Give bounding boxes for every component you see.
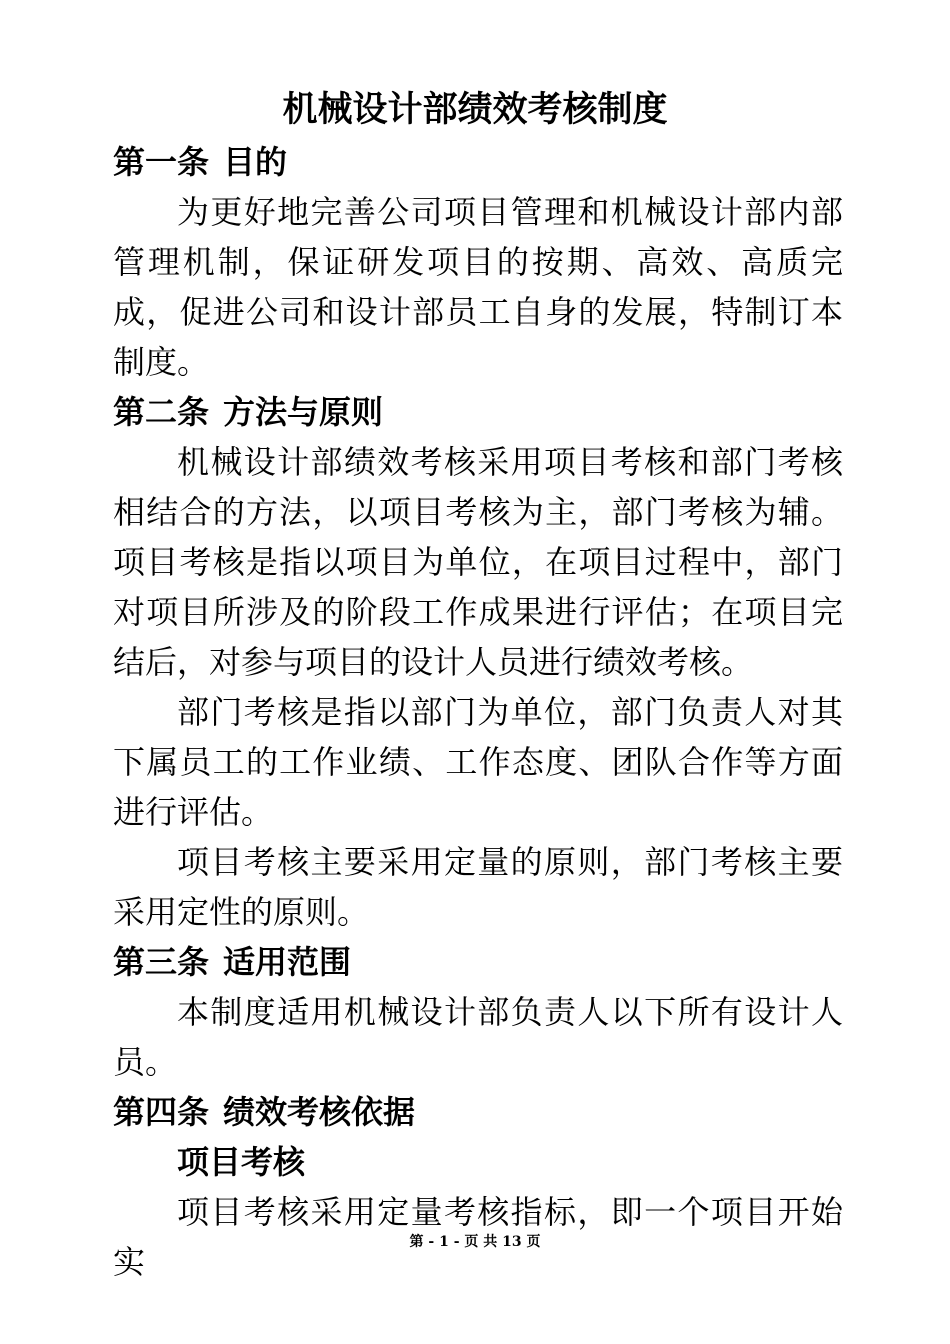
section-heading — [113, 1087, 843, 1137]
paragraph: 为更好地完善公司项目管理和机械设计部内部管理机制，保证研发项目的按期、高效、高质完成，促进公司和设计部员工自身的发展，特制订本制度。 — [113, 193, 843, 381]
paragraph: 机械设计部绩效考核采用项目考核和部门考核相结合的方法，以项目考核为主，部门考核为辅。项目考核是指以项目为单位，在项目过程中，部门对项目所涉及的阶段工作成果进行评估；在项目完结后，对参与项目的设计人员进行绩效考核。 — [113, 443, 843, 681]
paragraph: 本制度适用机械设计部负责人以下所有设计人员。 — [113, 993, 843, 1081]
section-heading-text: 适用范围 — [223, 943, 352, 981]
section-number: 第二条 — [113, 393, 210, 431]
document-title: 机械设计部绩效考核制度 — [282, 89, 668, 130]
section-number: 第一条 — [113, 143, 210, 181]
paragraph: 部门考核是指以部门为单位，部门负责人对其下属员工的工作业绩、工作态度、团队合作等方面进行评估。 — [113, 693, 843, 831]
document-body — [113, 137, 843, 1287]
paragraph: 项目考核采用定量考核指标，即一个项目开始实 — [113, 1193, 843, 1281]
section-heading-text: 目的 — [223, 143, 288, 181]
section-number: 第三条 — [113, 943, 210, 981]
page-footer: 第 - 1 - 页 共 13 页 — [409, 1234, 541, 1250]
section-heading — [113, 937, 843, 987]
section-number: 第四条 — [113, 1093, 210, 1131]
section-heading-text: 方法与原则 — [223, 393, 384, 431]
section-heading — [113, 137, 843, 187]
paragraph: 项目考核主要采用定量的原则，部门考核主要采用定性的原则。 — [113, 843, 843, 931]
section-heading — [113, 387, 843, 437]
subsection-heading: 项目考核 — [177, 1143, 306, 1181]
section-heading-text: 绩效考核依据 — [223, 1093, 416, 1131]
